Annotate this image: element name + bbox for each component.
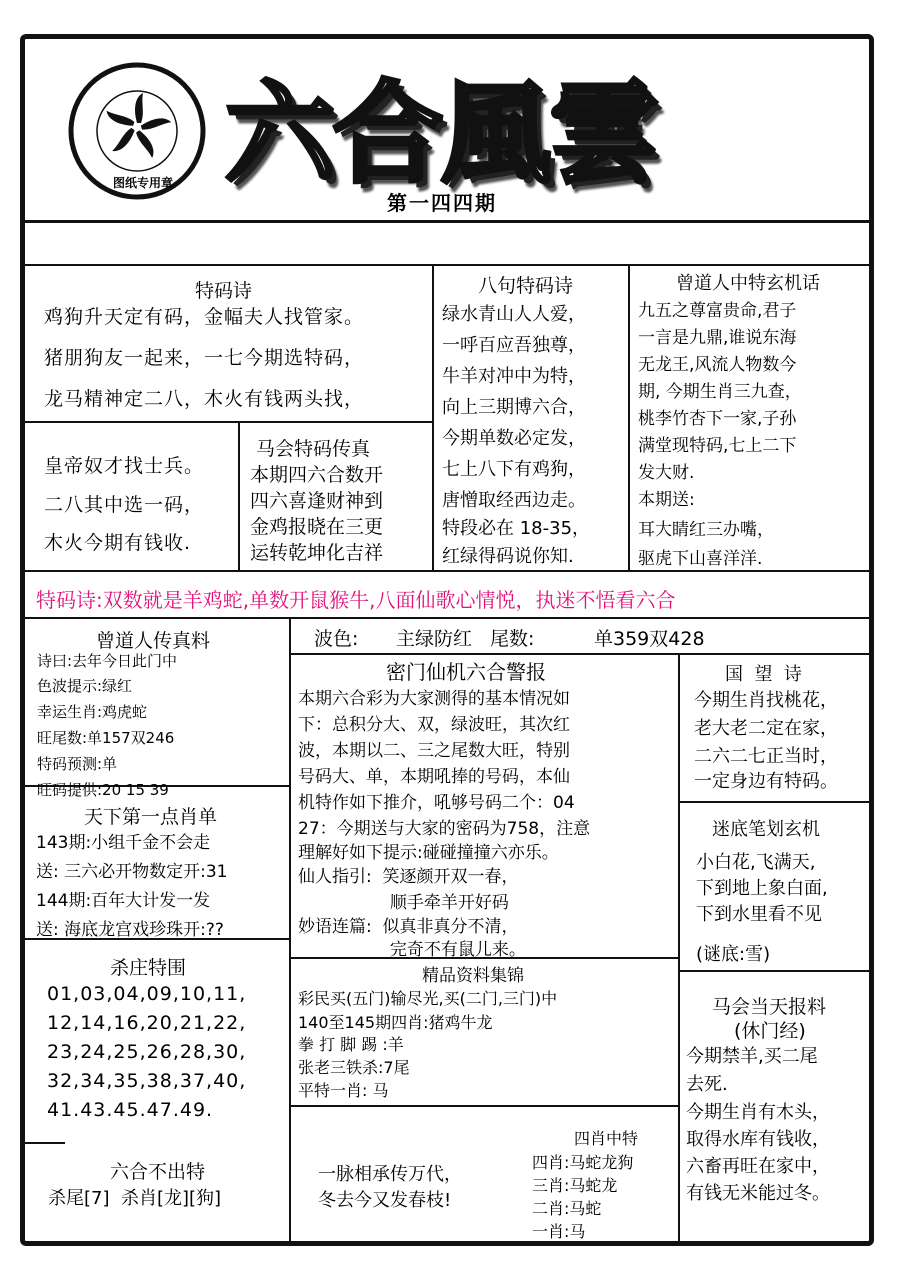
mahui-fax-line-2: 四六喜逢财神到: [250, 490, 384, 512]
tail-label: 尾数:: [490, 628, 535, 650]
zengdao-line-5: 桃李竹杏下一家,子孙: [638, 409, 797, 429]
dangtian-subtitle: (休门经): [734, 1020, 806, 1042]
jingpin-line-1: 彩民买(五门)输尽光,买(二门,三门)中: [298, 989, 558, 1008]
midi-line-2: 下到地上象白面,: [696, 878, 828, 899]
dangtian-line-1: 今期禁羊,买二尾: [686, 1046, 818, 1067]
zengdao-line-10: 驱虎下山喜洋洋.: [638, 549, 763, 569]
jingpin-line-3: 拳 打 脚 踢 :羊: [298, 1035, 404, 1054]
mahui-fax-title: 马会特码传真: [256, 438, 371, 460]
mimen-line-9: 顺手牵羊开好码: [298, 893, 509, 913]
yimai-line-2: 冬去今又发春枝!: [318, 1190, 452, 1211]
zengdao-line-9: 耳大睛红三办嘴，: [638, 520, 774, 540]
issue-number: 第一四四期: [387, 191, 497, 215]
dangtian-line-3: 今期生肖有木头，: [686, 1102, 830, 1123]
fax-data-line-3: 幸运生肖:鸡虎蛇: [37, 703, 148, 721]
bajv-line-2: 一呼百应吾独尊，: [442, 335, 586, 356]
tema-poem-line-3: 龙马精神定二八，木火有钱两头找，: [44, 388, 365, 410]
shazhuang-line-2: 12,14,16,20,21,22,: [47, 1012, 247, 1034]
midi-line-1: 小白花,飞满天,: [696, 852, 816, 873]
mimen-line-8: 仙人指引: 笑逐颜开双一春，: [298, 867, 519, 887]
fax-data-title: 曾道人传真料: [96, 630, 211, 652]
wave-label: 波色:: [314, 628, 359, 650]
mahui-fax-line-1: 本期四六合数开: [250, 464, 384, 486]
tianxia-line-4: 送: 海底龙宫戏珍珠开:??: [36, 920, 224, 940]
fax-data-line-1: 诗曰:去年今日此门中: [37, 652, 178, 670]
mimen-line-3: 波，本期以二、三之尾数大旺，特别: [298, 741, 570, 761]
zengdao-line-8: 本期送:: [638, 490, 695, 510]
zengdao-line-1: 九五之尊富贵命,君子: [638, 301, 797, 321]
sixiao-line-1: 四肖:马蛇龙狗: [532, 1153, 634, 1172]
zengdao-line-7: 发大财.: [638, 463, 695, 483]
mimen-line-5: 机特作如下推介，吼够号码二个：04: [298, 793, 575, 813]
zengdao-line-3: 无龙王,风流人物数今: [638, 355, 797, 375]
tail-value: 单359双428: [594, 628, 705, 650]
shazhuang-line-4: 32,34,35,38,37,40,: [47, 1070, 247, 1092]
mimen-line-7: 理解好如下提示:碰碰撞撞六亦乐。: [298, 843, 559, 863]
mahui-fax-line-3: 金鸡报晓在三更: [250, 516, 384, 538]
jingpin-line-5: 平特一肖: 马: [298, 1081, 389, 1100]
jingpin-line-2: 140至145期四肖:猪鸡牛龙: [298, 1013, 493, 1032]
fax-data-line-2: 色波提示:绿红: [37, 677, 133, 695]
mimen-line-11: 完奇不有鼠儿来。: [298, 940, 526, 960]
guowang-line-4: 一定身边有特码。: [694, 771, 838, 792]
shazhuang-line-3: 23,24,25,26,28,30,: [47, 1041, 247, 1063]
dangtian-line-4: 取得水库有钱收，: [686, 1129, 830, 1150]
bajv-line-7: 唐憎取经西边走。: [442, 490, 586, 511]
guowang-line-2: 老大老二定在家，: [694, 718, 838, 739]
bajv-line-5: 今期单数必定发，: [442, 428, 586, 449]
bajv-poem-title: 八句特码诗: [478, 275, 574, 297]
bajv-line-3: 牛羊对冲中为特，: [442, 366, 586, 387]
midi-title: 迷底笔划玄机: [712, 819, 820, 840]
zengdao-line-6: 满堂现特码,七上二下: [638, 436, 797, 456]
buchu-title: 六合不出特: [110, 1161, 206, 1183]
tianxia-line-2: 送: 三六必开物数定开:31: [36, 862, 228, 882]
dangtian-line-2: 去死.: [686, 1074, 728, 1095]
tema-poem-title: 特码诗: [195, 280, 253, 302]
mimen-line-6: 27：今期送与大家的密码为758，注意: [298, 819, 591, 839]
bajv-line-8: 特段必在 18-35，: [442, 518, 591, 539]
dangtian-line-6: 有钱无米能过冬。: [686, 1183, 830, 1204]
mimen-title: 密门仙机六合警报: [386, 660, 546, 684]
sixiao-title: 四肖中特: [574, 1129, 639, 1148]
tema-poem-line-2: 猪朋狗友一起来，一七今期选特码，: [44, 347, 365, 369]
sixiao-line-3: 二肖:马蛇: [532, 1199, 602, 1218]
dangtian-title: 马会当天报料: [712, 996, 827, 1018]
mimen-line-1: 本期六合彩为大家测得的基本情况如: [298, 689, 570, 709]
guowang-line-1: 今期生肖找桃花，: [694, 690, 838, 711]
yimai-line-1: 一脉相承传万代，: [318, 1164, 462, 1185]
tianxia-line-3: 144期:百年大计发一发: [36, 891, 211, 911]
wave-value: 主绿防红: [396, 628, 473, 650]
guowang-line-3: 二六二七正当时，: [694, 746, 838, 767]
mimen-line-10: 妙语连篇: 似真非真分不清，: [298, 917, 519, 937]
midi-line-3: 下到水里看不见: [696, 904, 822, 925]
tema-poem-line-5: 二八其中选一码，: [44, 494, 205, 516]
jingpin-title: 精品资料集锦: [422, 966, 524, 986]
midi-answer: (谜底:雪): [696, 944, 771, 965]
tianxia-title: 天下第一点肖单: [84, 806, 218, 828]
shazhuang-line-1: 01,03,04,09,10,11,: [47, 983, 247, 1005]
tema-poem-line-4: 皇帝奴才找士兵。: [44, 455, 205, 477]
masthead-title: 六合風雲: [225, 69, 657, 198]
bajv-line-6: 七上八下有鸡狗，: [442, 459, 586, 480]
sixiao-line-2: 三肖:马蛇龙: [532, 1176, 618, 1195]
sixiao-line-4: 一肖:马: [532, 1222, 586, 1241]
mimen-line-2: 下：总积分大、双，绿波旺，其次红: [298, 715, 570, 735]
zengdao-title: 曾道人中特玄机话: [676, 273, 820, 294]
tema-banner: 特码诗:双数就是羊鸡蛇,单数开鼠猴牛,八面仙歌心情悦，执迷不悟看六合: [36, 588, 676, 612]
jingpin-line-4: 张老三铁杀:7尾: [298, 1058, 410, 1077]
fax-data-line-4: 旺尾数:单157双246: [37, 729, 175, 747]
bajv-line-9: 红绿得码说你知.: [442, 546, 574, 567]
header: [25, 39, 869, 224]
dangtian-line-5: 六畜再旺在家中，: [686, 1156, 830, 1177]
zengdao-line-2: 一言是九鼎,谁说东海: [638, 328, 797, 348]
buchu-line: 杀尾[7] 杀肖[龙][狗]: [48, 1188, 222, 1209]
guowang-title: 国 望 诗: [725, 664, 802, 685]
fax-data-line-6: 旺码提供:20 15 39: [37, 781, 169, 799]
shazhuang-title: 杀庄特围: [110, 957, 187, 979]
bajv-line-1: 绿水青山人人爱，: [442, 304, 586, 325]
mimen-line-4: 号码大、单，本期吼捧的号码，本仙: [298, 767, 570, 787]
mahui-fax-line-4: 运转乾坤化吉祥: [250, 542, 384, 564]
tema-poem-line-1: 鸡狗升天定有码，金幅夫人找管家。: [44, 306, 365, 328]
zengdao-line-4: 期, 今期生肖三九查，: [638, 382, 802, 402]
seal-bottom-text: 图纸专用章: [113, 176, 174, 190]
tianxia-line-1: 143期:小组千金不会走: [36, 833, 211, 853]
tema-poem-line-6: 木火今期有钱收.: [44, 532, 192, 554]
shazhuang-line-5: 41.43.45.47.49.: [47, 1099, 214, 1121]
fax-data-line-5: 特码预测:单: [37, 755, 118, 773]
bajv-line-4: 向上三期博六合，: [442, 397, 586, 418]
